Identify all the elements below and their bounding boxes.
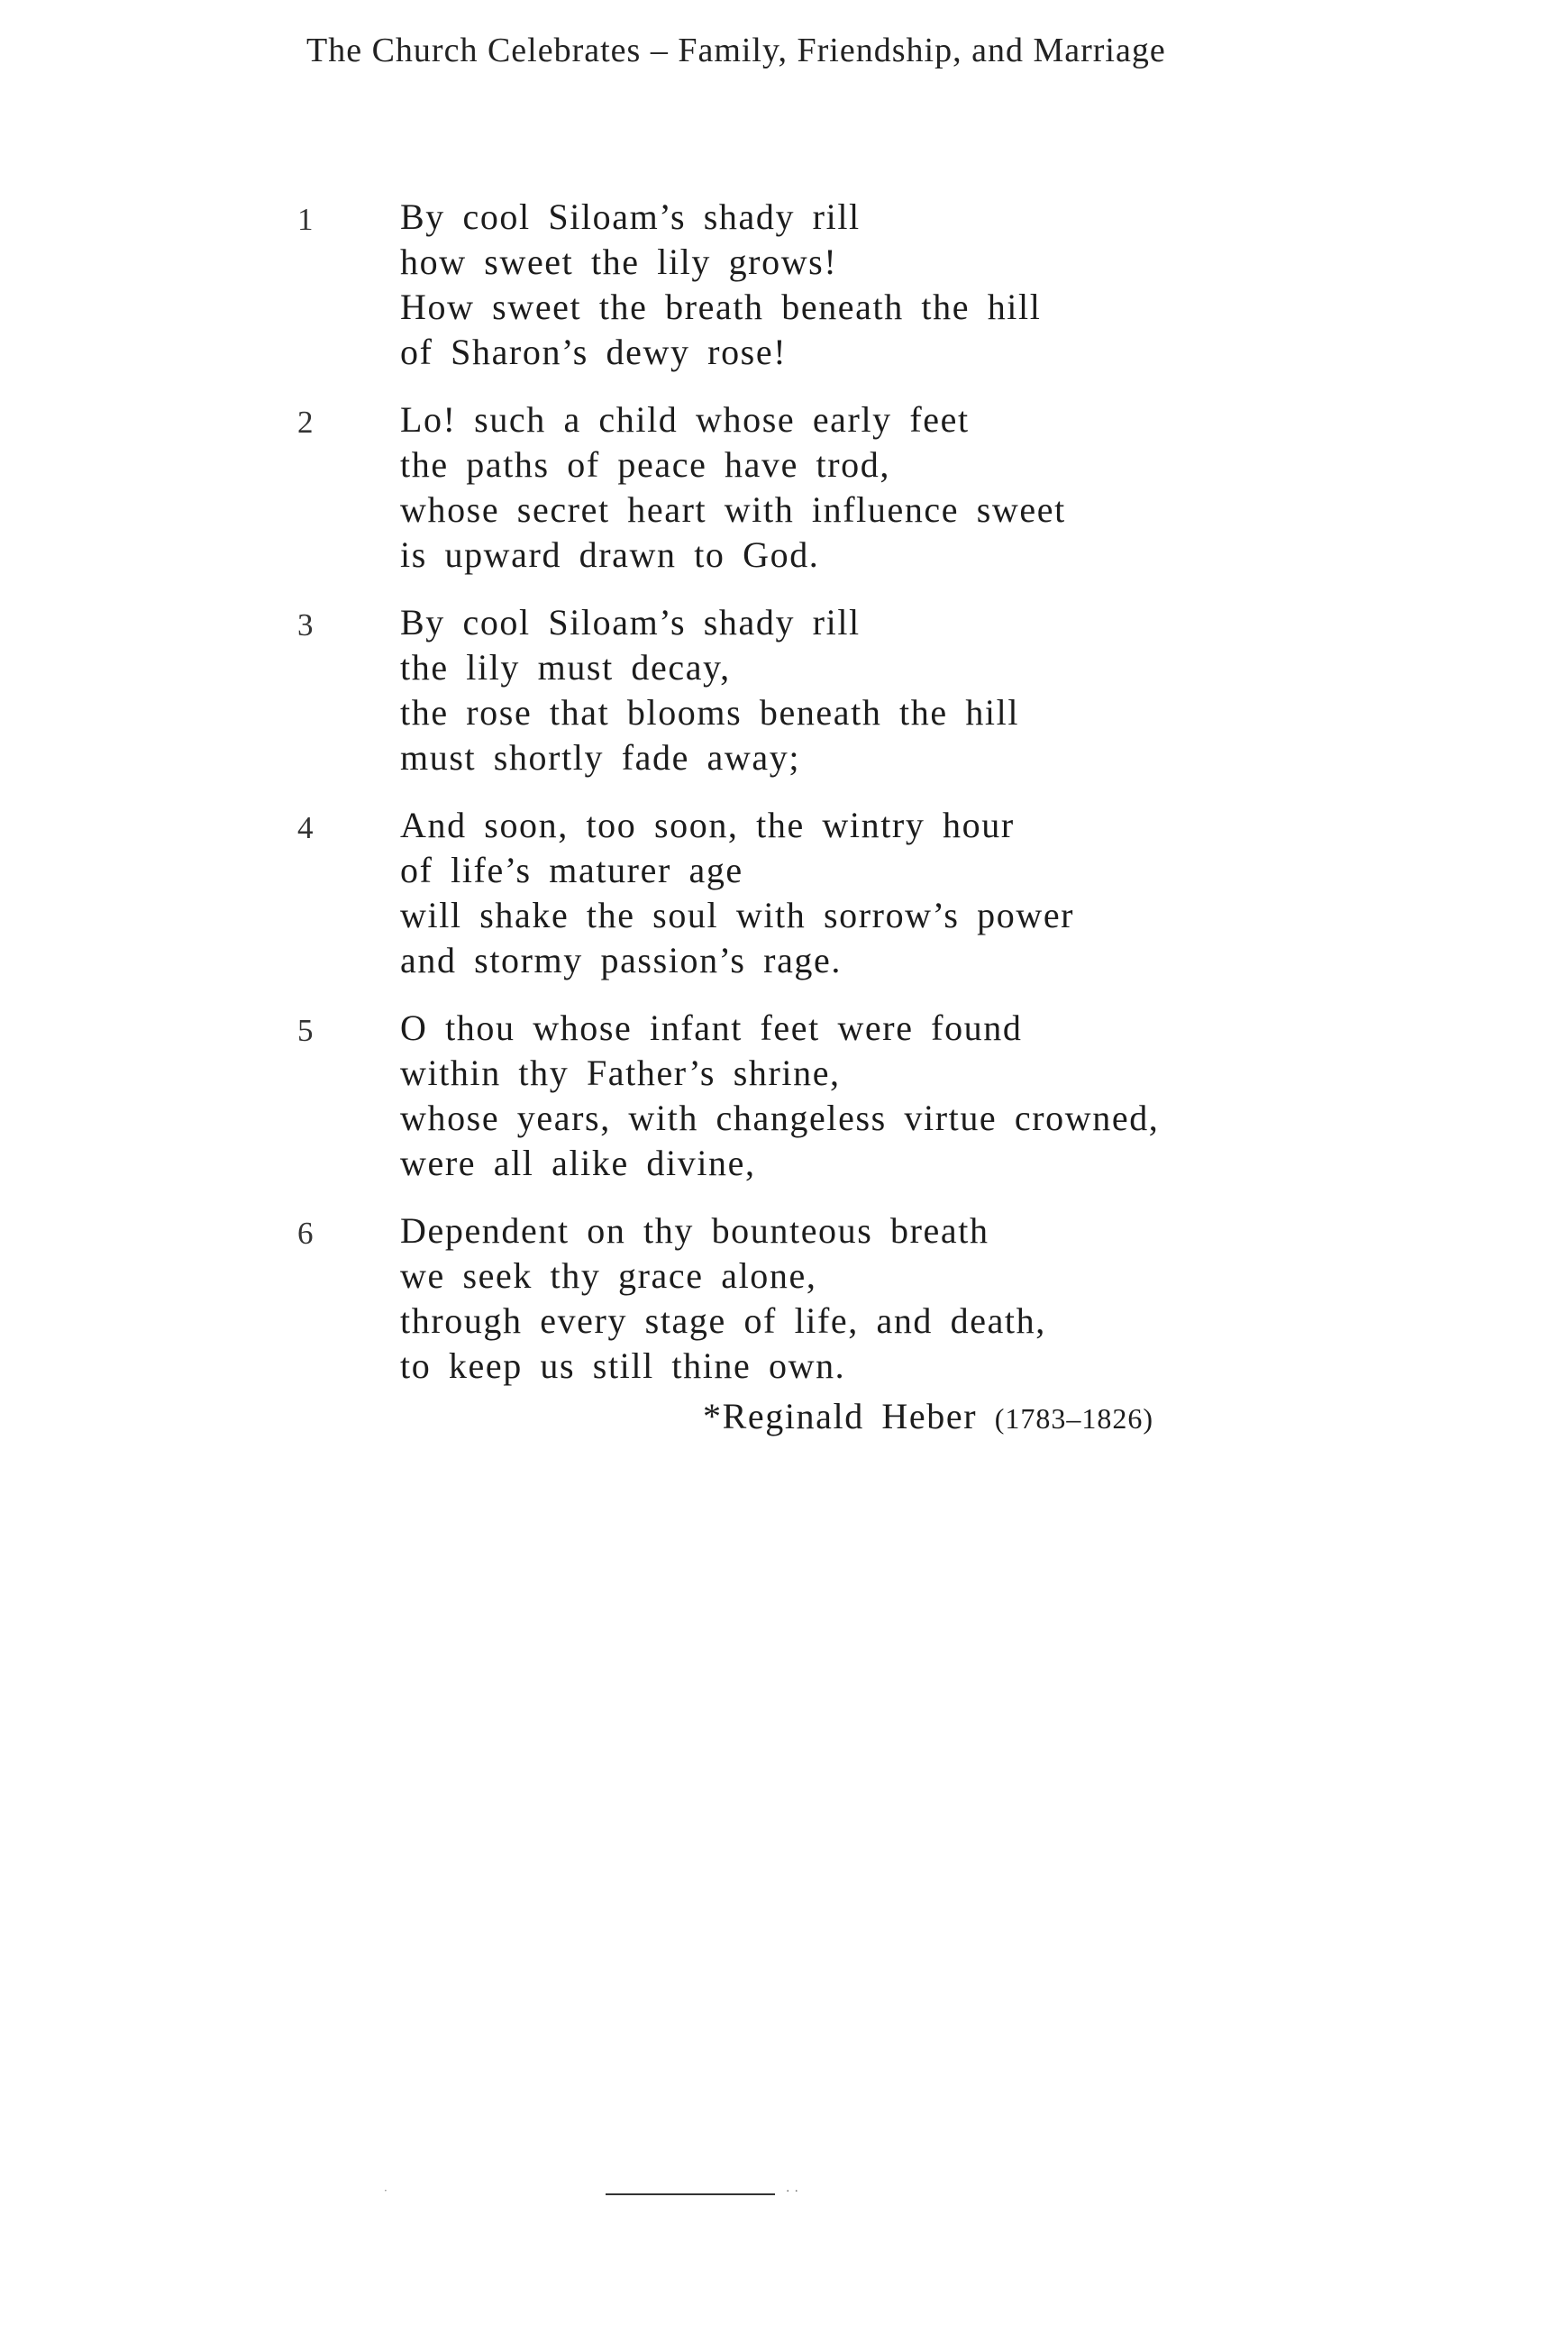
verse-line: within thy Father’s shrine, (400, 1053, 841, 1093)
running-header: The Church Celebrates – Family, Friendship, and Marriage (306, 32, 1166, 69)
verse-number: 3 (297, 607, 314, 643)
verse-line: the lily must decay, (400, 647, 731, 688)
verse (297, 195, 1253, 375)
verse-number: 6 (297, 1216, 314, 1251)
author-name: *Reginald Heber (703, 1396, 978, 1436)
verse-number: 5 (297, 1013, 314, 1048)
verse-line: through every stage of life, and death, (400, 1300, 1046, 1341)
verse-line: to keep us still thine own. (400, 1345, 846, 1386)
verse-number: 2 (297, 405, 314, 440)
verse-line: the paths of peace have trod, (400, 444, 890, 485)
verse-line: and stormy passion’s rage. (400, 940, 842, 980)
attribution (703, 1395, 1153, 1437)
verse (297, 1208, 1253, 1389)
verse-line: Lo! such a child whose early feet (400, 399, 970, 440)
verse-line: Dependent on thy bounteous breath (400, 1210, 989, 1251)
author-dates: (1783–1826) (994, 1402, 1154, 1435)
verse-line: must shortly fade away; (400, 737, 801, 778)
verse-line: whose years, with changeless virtue crowned, (400, 1098, 1160, 1138)
verse-line: will shake the soul with sorrow’s power (400, 895, 1075, 935)
verse-line: of Sharon’s dewy rose! (400, 332, 788, 372)
verse-lines (400, 600, 1253, 780)
verse-lines (400, 1208, 1253, 1389)
verse-line: whose secret heart with influence sweet (400, 489, 1066, 530)
verse-lines (400, 195, 1253, 375)
footer-rule (606, 2193, 775, 2195)
verse-line: And soon, too soon, the wintry hour (400, 805, 1015, 845)
verse-number: 1 (297, 202, 314, 237)
verse-line: How sweet the breath beneath the hill (400, 287, 1042, 327)
verse-line: is upward drawn to God. (400, 534, 820, 575)
verse-line: O thou whose infant feet were found (400, 1007, 1023, 1048)
verse-number: 4 (297, 810, 314, 845)
verse-lines (400, 1006, 1253, 1186)
verse-lines (400, 803, 1253, 983)
verse (297, 600, 1253, 780)
verse-line: By cool Siloam’s shady rill (400, 602, 861, 643)
verse-line: the rose that blooms beneath the hill (400, 692, 1020, 733)
verse-line: were all alike divine, (400, 1143, 756, 1183)
verse (297, 397, 1253, 578)
scan-speck: · (384, 2184, 387, 2197)
hymn-text (297, 195, 1253, 1411)
verse-line: By cool Siloam’s shady rill (400, 196, 861, 237)
verse (297, 1006, 1253, 1186)
verse (297, 803, 1253, 983)
verse-line: how sweet the lily grows! (400, 242, 838, 282)
verse-lines (400, 397, 1253, 578)
verse-line: we seek thy grace alone, (400, 1255, 817, 1296)
verse-line: of life’s maturer age (400, 850, 743, 890)
footer-rule-dots: ·· (786, 2184, 803, 2199)
